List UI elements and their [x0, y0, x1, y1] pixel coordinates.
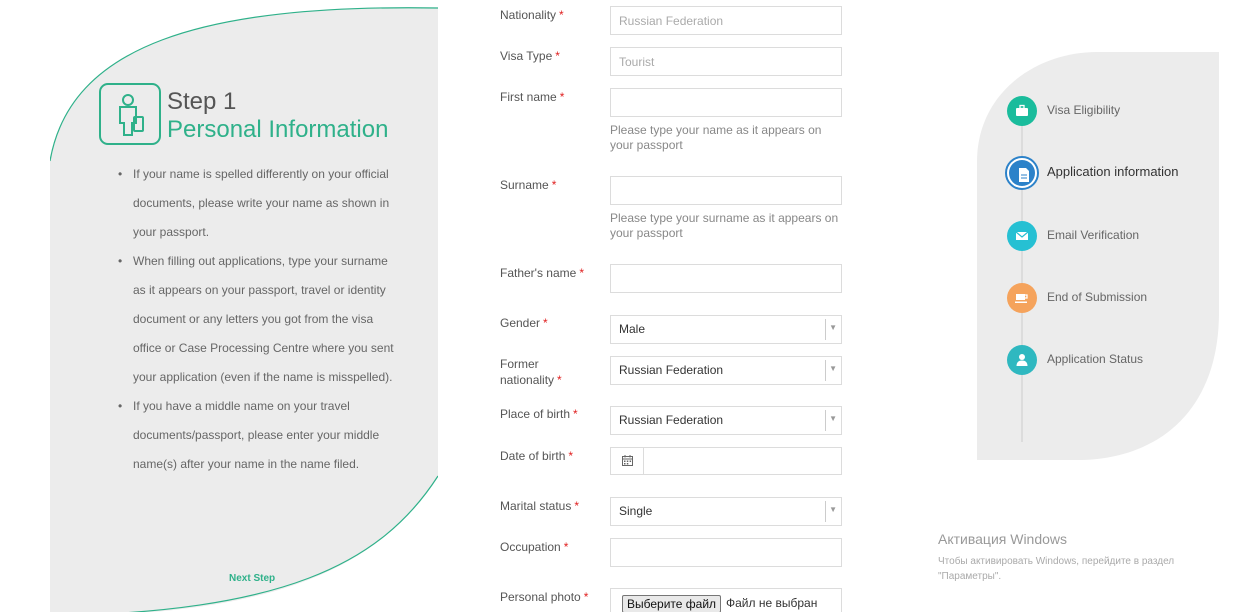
chevron-down-icon: ▼	[829, 414, 837, 423]
select-divider	[825, 360, 826, 381]
date-of-birth-label: Date of birth *	[500, 449, 574, 463]
instructions-panel	[50, 6, 438, 612]
personal-photo-upload	[610, 588, 842, 612]
former-nationality-select[interactable]	[610, 356, 842, 385]
coffee-cup-icon	[1007, 283, 1037, 313]
gender-label: Gender *	[500, 316, 548, 330]
tips-list	[118, 160, 398, 479]
surname-input[interactable]	[610, 176, 842, 205]
fathers-name-label: Father's name *	[500, 266, 584, 280]
nationality-field	[610, 6, 842, 35]
tip-item: • If you have a middle name on your travel documents/passport, please enter your middle name(s) after your name in the name filed.	[118, 392, 398, 479]
chevron-down-icon: ▼	[829, 505, 837, 514]
step-label: Visa Eligibility	[1047, 103, 1121, 117]
tip-item: • If your name is spelled differently on your official documents, please write your name as shown in your passport.	[118, 160, 398, 247]
marital-status-value: Single	[619, 504, 653, 518]
date-of-birth-input[interactable]	[610, 447, 842, 475]
user-icon	[1007, 345, 1037, 375]
select-divider	[825, 501, 826, 522]
step-label: Application Status	[1047, 352, 1144, 366]
next-step-button[interactable]: Next Step	[229, 573, 276, 584]
step-number: Step 1	[167, 88, 237, 115]
place-of-birth-select[interactable]	[610, 406, 842, 435]
surname-label: Surname *	[500, 178, 557, 192]
progress-panel	[977, 52, 1219, 460]
former-nationality-value: Russian Federation	[619, 363, 724, 377]
select-divider	[825, 410, 826, 431]
occupation-label: Occupation *	[500, 540, 569, 554]
fathers-name-input[interactable]	[610, 264, 842, 293]
envelope-icon	[1007, 221, 1037, 251]
select-divider	[825, 319, 826, 340]
occupation-input[interactable]	[610, 538, 842, 567]
gender-select[interactable]	[610, 315, 842, 344]
first-name-label: First name *	[500, 90, 565, 104]
place-of-birth-value: Russian Federation	[619, 413, 724, 427]
step-label: Application information	[1047, 164, 1179, 179]
step-title: Personal Information	[167, 116, 389, 143]
choose-file-button[interactable]: Выберите файл	[622, 595, 721, 612]
windows-activation-text: Чтобы активировать Windows, перейдите в раздел "Параметры".	[938, 556, 1175, 582]
nationality-label: Nationality *	[500, 8, 564, 22]
calendar-icon[interactable]	[611, 448, 644, 474]
place-of-birth-label: Place of birth *	[500, 407, 578, 421]
gender-value: Male	[619, 322, 646, 336]
former-nationality-label: Former nationality *	[500, 357, 562, 387]
traveler-icon	[99, 83, 161, 145]
document-icon	[1005, 156, 1039, 190]
file-status: Файл не выбран	[726, 596, 818, 610]
first-name-input[interactable]	[610, 88, 842, 117]
chevron-down-icon: ▼	[829, 323, 837, 332]
personal-photo-label: Personal photo *	[500, 590, 589, 604]
step-label: End of Submission	[1047, 290, 1148, 304]
marital-status-label: Marital status *	[500, 499, 580, 513]
step-label: Email Verification	[1047, 228, 1140, 242]
visa-type-label: Visa Type *	[500, 49, 560, 63]
marital-status-select[interactable]	[610, 497, 842, 526]
briefcase-icon	[1007, 96, 1037, 126]
tip-item: • When filling out applications, type your surname as it appears on your passport, travel or identity document or any letters you got from the visa office or Case Processing Centre where you sent your application (even if the name is misspelled).	[118, 247, 398, 392]
first-name-hint: Please type your name as it appears on your passport	[610, 123, 822, 152]
visa-type-field	[610, 47, 842, 76]
surname-hint: Please type your surname as it appears on your passport	[610, 211, 839, 240]
windows-activation-title: Активация Windows	[938, 531, 1068, 547]
chevron-down-icon: ▼	[829, 364, 837, 373]
